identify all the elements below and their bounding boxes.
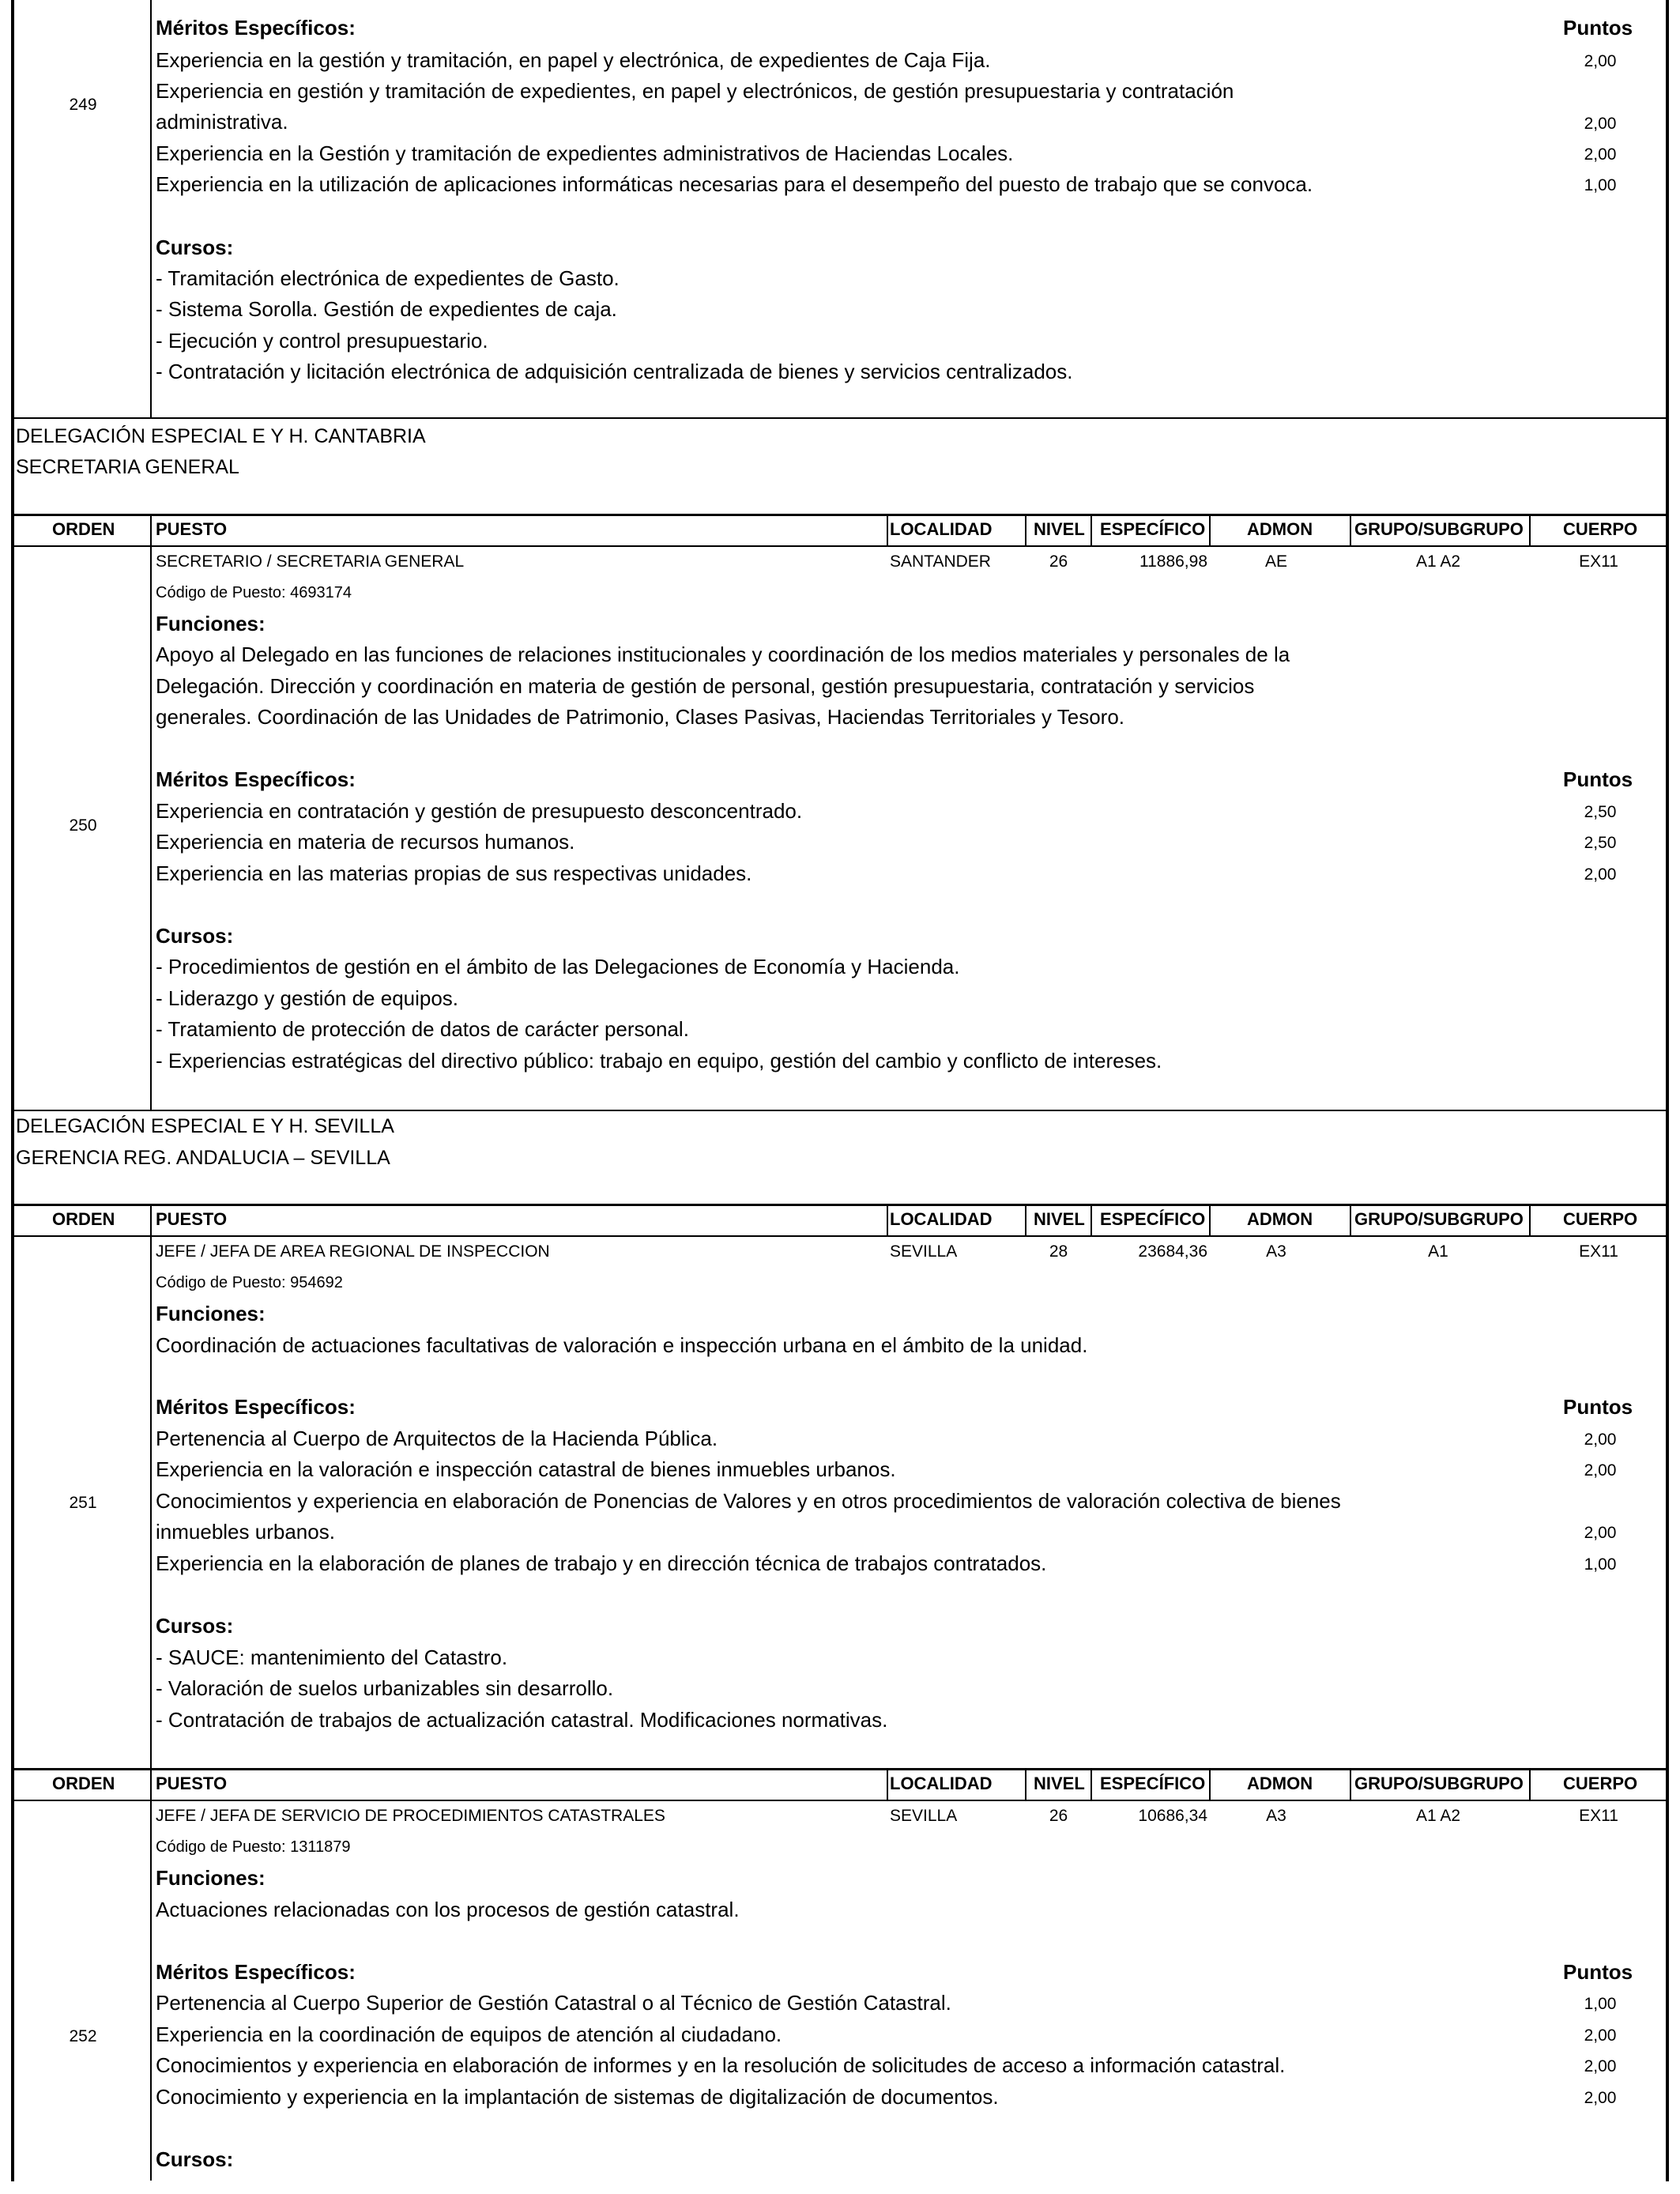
table-header-line — [11, 1235, 1667, 1237]
cursos-heading: Cursos: — [156, 2147, 234, 2171]
header-puesto: PUESTO — [156, 519, 228, 539]
merito-line: Experiencia en gestión y tramitación de expedientes, en papel y electrónicos, de gestión presupuestaria y contratación — [156, 79, 1234, 103]
merito-points: 2,00 — [1584, 145, 1617, 164]
merito-line: Experiencia en la elaboración de planes de trabajo y en dirección técnica de trabajos contratados. — [156, 1551, 1047, 1575]
grupo-value: A1 — [1428, 1242, 1448, 1261]
header-localidad: LOCALIDAD — [890, 519, 993, 539]
nivel-value: 26 — [1049, 1807, 1068, 1825]
header-nivel: NIVEL — [1034, 519, 1085, 539]
section-subtitle: GERENCIA REG. ANDALUCIA – SEVILLA — [16, 1147, 390, 1169]
meritos-heading: Méritos Específicos: — [156, 1395, 356, 1419]
codigo-puesto: Código de Puesto: 1311879 — [156, 1838, 351, 1856]
cursos-heading: Cursos: — [156, 1614, 234, 1638]
orden-divider — [150, 0, 152, 417]
merito-points: 2,00 — [1584, 1524, 1617, 1542]
header-puesto: PUESTO — [156, 1774, 228, 1793]
merito-line: Conocimiento y experiencia en la implantación de sistemas de digitalización de documentos. — [156, 2085, 999, 2109]
curso-line: - Contratación y licitación electrónica de adquisición centralizada de bienes y servicios centralizados. — [156, 360, 1073, 383]
section-line — [11, 417, 1667, 419]
merito-line: inmuebles urbanos. — [156, 1520, 335, 1544]
meritos-heading: Méritos Específicos: — [156, 767, 356, 791]
section-subtitle: SECRETARIA GENERAL — [16, 456, 239, 478]
funcion-line: Actuaciones relacionadas con los procesos de gestión catastral. — [156, 1898, 740, 1921]
cuerpo-value: EX11 — [1579, 1242, 1618, 1261]
merito-points: 2,00 — [1584, 115, 1617, 133]
localidad-value: SANTANDER — [890, 552, 991, 571]
admon-value: A3 — [1266, 1242, 1286, 1261]
header-puesto: PUESTO — [156, 1209, 228, 1229]
merito-points: 2,00 — [1584, 1461, 1617, 1480]
section-title: DELEGACIÓN ESPECIAL E Y H. CANTABRIA — [16, 425, 426, 447]
orden-number: 249 — [69, 96, 97, 114]
funcion-line: Coordinación de actuaciones facultativas de valoración e inspección urbana en el ámbito de la unidad. — [156, 1333, 1088, 1357]
header-nivel: NIVEL — [1034, 1209, 1085, 1229]
merito-points: 2,00 — [1584, 2026, 1617, 2045]
curso-line: - Experiencias estratégicas del directivo público: trabajo en equipo, gestión del cambio y conflicto de intereses. — [156, 1049, 1162, 1072]
especifico-value: 10686,34 — [1138, 1807, 1207, 1825]
cuerpo-value: EX11 — [1579, 1807, 1618, 1825]
merito-line: Conocimientos y experiencia en elaboración de Ponencias de Valores y en otros procedimientos de valoración colectiva de bienes — [156, 1489, 1341, 1513]
header-especifico: ESPECÍFICO — [1100, 1209, 1206, 1229]
merito-line: Pertenencia al Cuerpo Superior de Gestión Catastral o al Técnico de Gestión Catastral. — [156, 1991, 951, 2015]
merito-points: 1,00 — [1584, 1995, 1617, 2013]
funciones-heading: Funciones: — [156, 612, 266, 635]
header-especifico: ESPECÍFICO — [1100, 1774, 1206, 1793]
header-grupo: GRUPO/SUBGRUPO — [1354, 1209, 1524, 1229]
merito-line: Experiencia en la valoración e inspección catastral de bienes inmuebles urbanos. — [156, 1457, 896, 1481]
right-border — [1666, 0, 1669, 2181]
especifico-value: 11886,98 — [1139, 552, 1207, 571]
merito-line: Experiencia en la gestión y tramitación, en papel y electrónica, de expedientes de Caja Fija. — [156, 48, 991, 72]
merito-points: 2,50 — [1584, 803, 1617, 821]
merito-line: Experiencia en la Gestión y tramitación de expedientes administrativos de Haciendas Locales. — [156, 141, 1014, 165]
cuerpo-value: EX11 — [1579, 552, 1618, 571]
header-orden: ORDEN — [52, 1774, 115, 1793]
orden-number: 250 — [69, 816, 97, 835]
cursos-heading: Cursos: — [156, 236, 234, 259]
merito-line: Experiencia en contratación y gestión de presupuesto desconcentrado. — [156, 799, 803, 823]
curso-line: - SAUCE: mantenimiento del Catastro. — [156, 1646, 508, 1669]
grupo-value: A1 A2 — [1415, 552, 1461, 571]
table-header-line — [11, 1204, 1667, 1206]
merito-line: administrativa. — [156, 110, 288, 134]
puntos-heading: Puntos — [1563, 1395, 1633, 1419]
cursos-heading: Cursos: — [156, 924, 234, 948]
curso-line: - Ejecución y control presupuestario. — [156, 329, 488, 352]
header-localidad: LOCALIDAD — [890, 1774, 993, 1793]
merito-points: 2,00 — [1584, 865, 1617, 884]
header-admon: ADMON — [1247, 519, 1313, 539]
merito-points: 1,00 — [1584, 1555, 1617, 1574]
grupo-value: A1 A2 — [1415, 1807, 1461, 1825]
header-cuerpo: CUERPO — [1563, 519, 1638, 539]
header-admon: ADMON — [1247, 1209, 1313, 1229]
table-header-line — [11, 1768, 1667, 1770]
admon-value: A3 — [1266, 1807, 1286, 1825]
merito-points: 2,00 — [1584, 2089, 1617, 2107]
curso-line: - Valoración de suelos urbanizables sin desarrollo. — [156, 1676, 614, 1700]
puntos-heading: Puntos — [1563, 767, 1633, 791]
orden-number: 251 — [69, 1494, 97, 1512]
nivel-value: 26 — [1049, 552, 1068, 571]
meritos-heading: Méritos Específicos: — [156, 1960, 356, 1984]
puesto-name: SECRETARIO / SECRETARIA GENERAL — [156, 552, 465, 571]
orden-number: 252 — [69, 2027, 97, 2045]
puntos-heading: Puntos — [1563, 1960, 1633, 1984]
header-admon: ADMON — [1247, 1774, 1313, 1793]
merito-points: 2,50 — [1584, 834, 1617, 852]
puntos-heading: Puntos — [1563, 16, 1633, 40]
merito-line: Experiencia en materia de recursos humanos. — [156, 830, 575, 854]
header-grupo: GRUPO/SUBGRUPO — [1354, 519, 1524, 539]
funciones-heading: Funciones: — [156, 1866, 266, 1890]
table-header-line — [11, 514, 1667, 516]
merito-line: Pertenencia al Cuerpo de Arquitectos de la Hacienda Pública. — [156, 1427, 718, 1450]
header-orden: ORDEN — [52, 1209, 115, 1229]
section-title: DELEGACIÓN ESPECIAL E Y H. SEVILLA — [16, 1115, 394, 1137]
admon-value: AE — [1264, 552, 1287, 571]
merito-line: Conocimientos y experiencia en elaboración de informes y en la resolución de solicitudes de acceso a información catastral. — [156, 2053, 1286, 2077]
funcion-line: Delegación. Dirección y coordinación en materia de gestión de personal, gestión presupuestaria, contratación y servicios — [156, 674, 1255, 698]
merito-line: Experiencia en la utilización de aplicaciones informáticas necesarias para el desempeño del puesto de trabajo que se convoca. — [156, 172, 1313, 196]
curso-line: - Tramitación electrónica de expedientes de Gasto. — [156, 266, 620, 290]
table-header-line — [11, 545, 1667, 547]
header-orden: ORDEN — [52, 519, 115, 539]
header-grupo: GRUPO/SUBGRUPO — [1354, 1774, 1524, 1793]
header-cuerpo: CUERPO — [1563, 1774, 1638, 1793]
header-especifico: ESPECÍFICO — [1100, 519, 1206, 539]
curso-line: - Contratación de trabajos de actualización catastral. Modificaciones normativas. — [156, 1708, 888, 1732]
puesto-name: JEFE / JEFA DE AREA REGIONAL DE INSPECCION — [156, 1242, 550, 1261]
orden-divider — [150, 515, 152, 1110]
curso-line: - Liderazgo y gestión de equipos. — [156, 986, 459, 1010]
funcion-line: Apoyo al Delegado en las funciones de relaciones institucionales y coordinación de los medios materiales y personales de la — [156, 643, 1290, 666]
curso-line: - Sistema Sorolla. Gestión de expedientes de caja. — [156, 297, 617, 321]
merito-points: 1,00 — [1584, 176, 1617, 194]
funcion-line: generales. Coordinación de las Unidades de Patrimonio, Clases Pasivas, Haciendas Territoriales y Tesoro. — [156, 705, 1125, 729]
section-line — [11, 1110, 1667, 1111]
codigo-puesto: Código de Puesto: 4693174 — [156, 584, 352, 601]
curso-line: - Tratamiento de protección de datos de carácter personal. — [156, 1017, 689, 1041]
merito-line: Experiencia en la coordinación de equipos de atención al ciudadano. — [156, 2022, 782, 2046]
merito-points: 2,00 — [1584, 2057, 1617, 2075]
funciones-heading: Funciones: — [156, 1302, 266, 1325]
nivel-value: 28 — [1049, 1242, 1068, 1261]
codigo-puesto: Código de Puesto: 954692 — [156, 1274, 343, 1291]
merito-line: Experiencia en las materias propias de sus respectivas unidades. — [156, 861, 752, 885]
header-nivel: NIVEL — [1034, 1774, 1085, 1793]
especifico-value: 23684,36 — [1138, 1242, 1207, 1261]
header-cuerpo: CUERPO — [1563, 1209, 1638, 1229]
curso-line: - Procedimientos de gestión en el ámbito de las Delegaciones de Economía y Hacienda. — [156, 955, 960, 978]
localidad-value: SEVILLA — [890, 1807, 958, 1825]
meritos-heading: Méritos Específicos: — [156, 16, 356, 40]
localidad-value: SEVILLA — [890, 1242, 958, 1261]
header-localidad: LOCALIDAD — [890, 1209, 993, 1229]
merito-points: 2,00 — [1584, 1431, 1617, 1449]
left-border — [11, 0, 14, 2181]
merito-points: 2,00 — [1584, 52, 1617, 70]
table-header-line — [11, 1800, 1667, 1801]
puesto-name: JEFE / JEFA DE SERVICIO DE PROCEDIMIENTOS CATASTRALES — [156, 1807, 665, 1825]
orden-divider — [150, 1204, 152, 2181]
